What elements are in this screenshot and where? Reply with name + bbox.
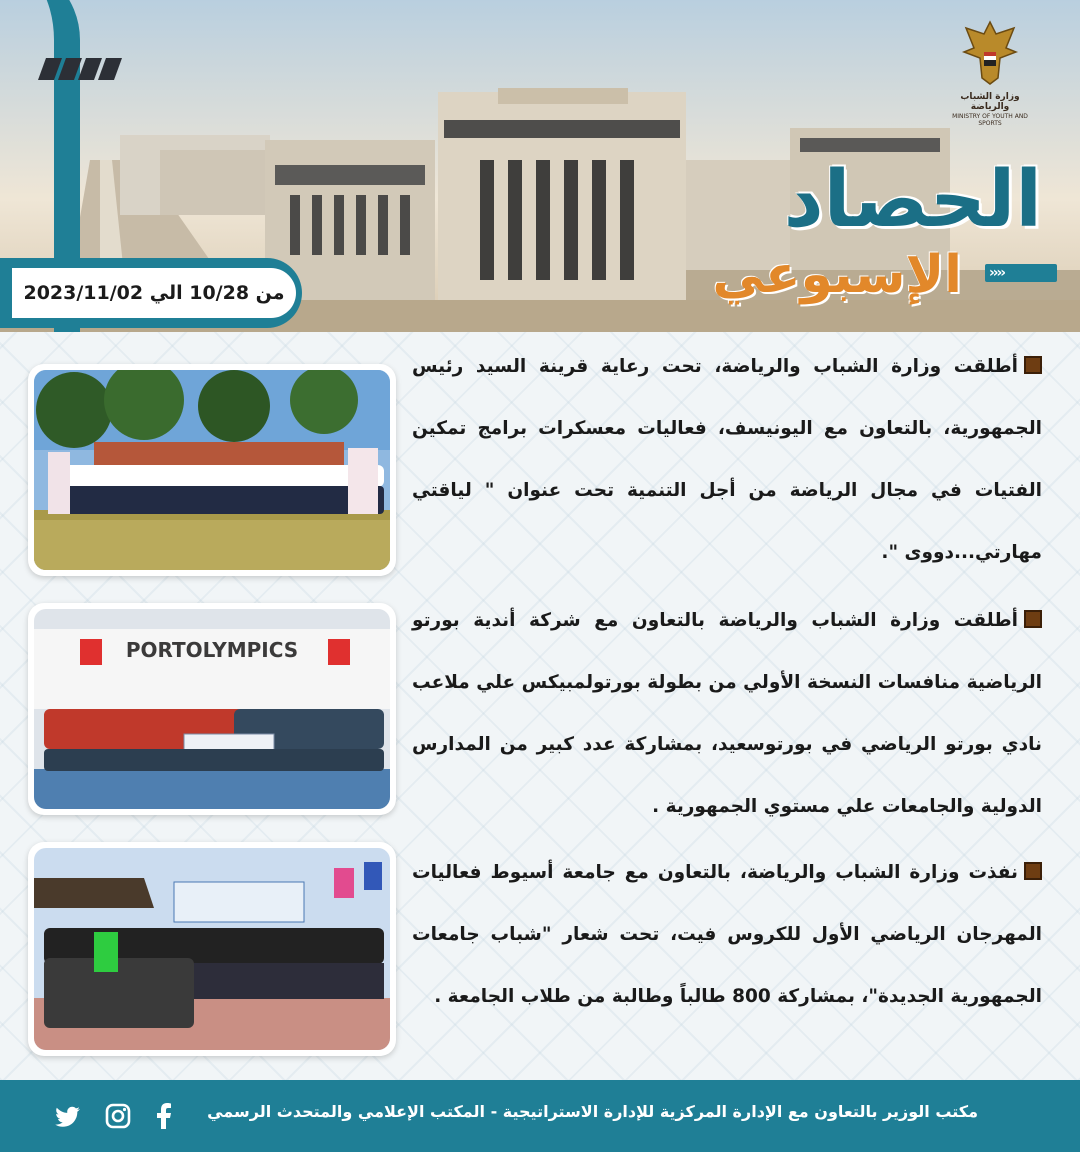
footer-bar <box>0 1080 1080 1152</box>
news-photo-3 <box>28 842 396 1056</box>
bullet-square-icon <box>1024 356 1042 374</box>
facebook-icon[interactable] <box>150 1102 178 1130</box>
stripes-decor <box>42 58 128 80</box>
bullet-square-icon <box>1024 610 1042 628</box>
news-item-2-text: أطلقت وزارة الشباب والرياضة بالتعاون مع شركة أندية بورتو الرياضية منافسات النسخة الأولي من بطولة بورتولمبيكس علي ملاعب نادي بورتو الرياضي في بورتوسعيد، بمشاركة عدد كبير من المدارس الدولية والجامعات علي مستوي الجمهورية . <box>412 610 1042 817</box>
ministry-logo <box>940 18 1040 128</box>
portolympics-tennis-image <box>34 609 390 809</box>
chevrons-arrow-icon: ›››› <box>985 264 1057 282</box>
news-item-3-text: نفذت وزارة الشباب والرياضة، بالتعاون مع جامعة أسيوط فعاليات المهرجان الرياضي الأول للكروس فيت، تحت شعار "شباب جامعات الجمهورية الجديدة"، بمشاركة 800 طالباً وطالبة من طلاب الجامعة . <box>412 862 1042 1007</box>
logo-arabic-text: وزارة الشباب والرياضة <box>960 92 1020 112</box>
girls-camp-group-image <box>34 370 390 570</box>
page-title: الحصاد <box>783 155 1042 245</box>
news-photo-2 <box>28 603 396 815</box>
instagram-icon[interactable] <box>104 1102 132 1130</box>
crossfit-festival-image <box>34 848 390 1050</box>
portolympics-banner-text: PORTOLYMPICS <box>125 638 299 662</box>
logo-english-text: MINISTRY OF YOUTH AND SPORTS <box>952 113 1028 127</box>
bullet-square-icon <box>1024 862 1042 880</box>
news-item-1-text: أطلقت وزارة الشباب والرياضة، تحت رعاية قرينة السيد رئيس الجمهورية، بالتعاون مع اليونيسف، فعاليات معسكرات برامج تمكين الفتيات في مجال الرياضة من أجل التنمية تحت عنوان " لياقتي مهارتي...دووى ". <box>412 356 1042 563</box>
news-item-3 <box>412 842 1042 1028</box>
news-item-1 <box>412 336 1042 584</box>
news-item-2 <box>412 590 1042 838</box>
date-range: من 10/28 الي 2023/11/02 <box>12 268 296 318</box>
page-subtitle: الإسبوعي <box>712 245 962 305</box>
news-photo-1 <box>28 364 396 576</box>
footer-credit-text: مكتب الوزير بالتعاون مع الإدارة المركزية للإدارة الاستراتيجية - المكتب الإعلامي والمتحدث الرسمي <box>207 1102 978 1121</box>
twitter-icon[interactable] <box>54 1102 82 1130</box>
eagle-emblem-icon <box>960 18 1020 90</box>
